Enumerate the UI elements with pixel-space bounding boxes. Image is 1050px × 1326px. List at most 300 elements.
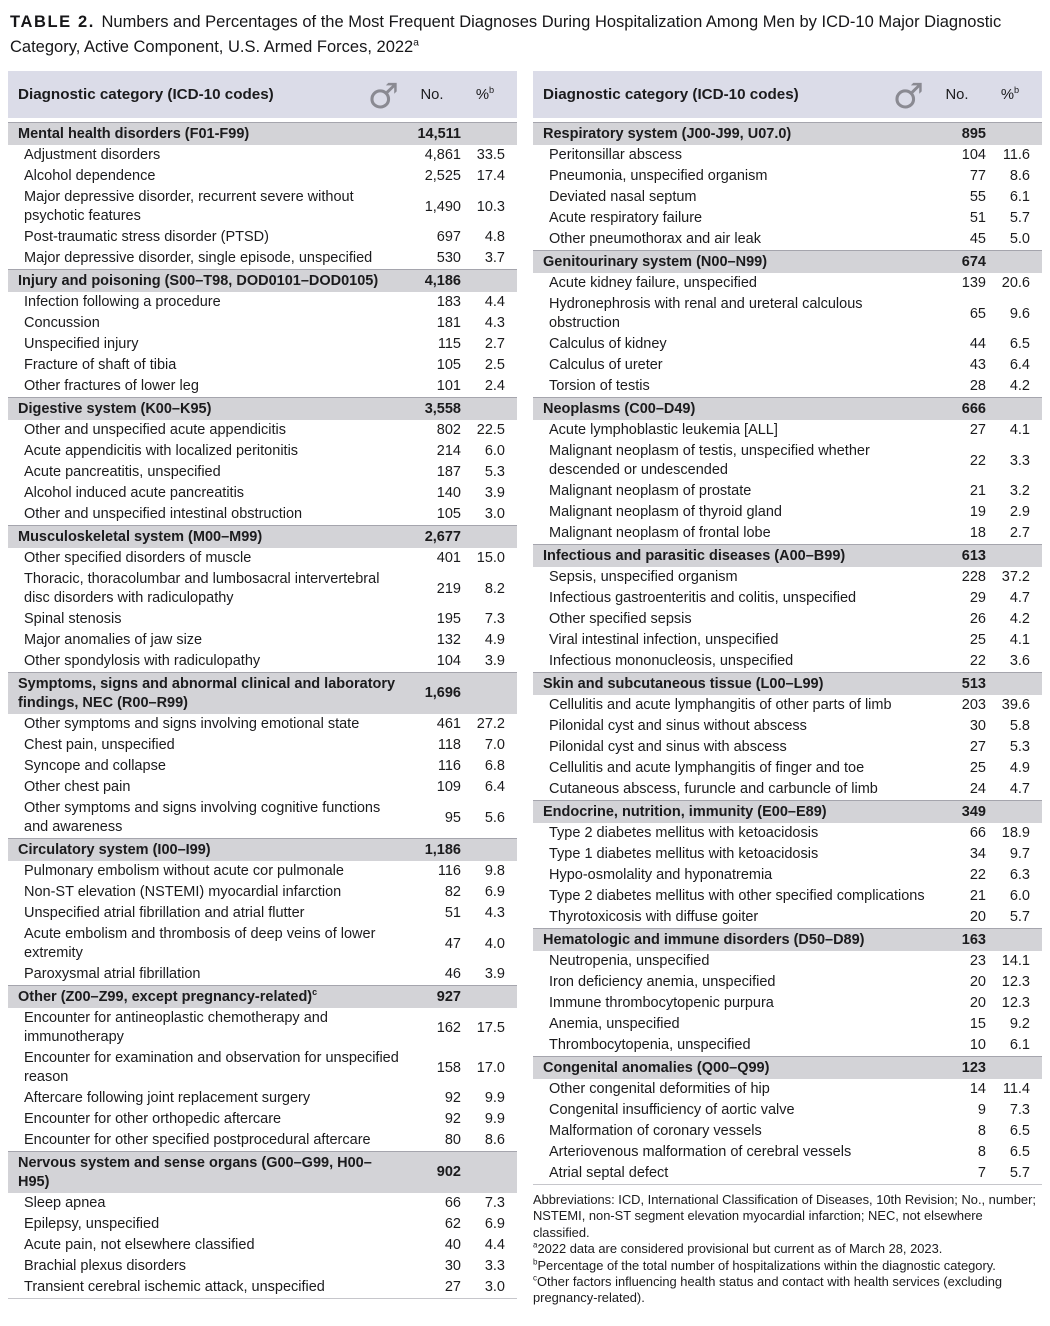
diagnosis-percent: 6.4 bbox=[1009, 357, 1030, 373]
diagnosis-count: 23 bbox=[969, 953, 986, 969]
diagnosis-name: Thoracic, thoracolumbar and lumbosacral intervertebral disc disorders with radiculopathy bbox=[24, 571, 380, 606]
diagnosis-percent: 3.3 bbox=[1009, 452, 1030, 469]
diagnosis-percent: 3.9 bbox=[484, 966, 505, 982]
category-row bbox=[8, 1151, 517, 1193]
diagnosis-row bbox=[533, 145, 1042, 166]
diagnosis-percent: 5.3 bbox=[1009, 739, 1030, 755]
diagnosis-name: Other symptoms and signs involving emotional state bbox=[24, 716, 360, 732]
diagnosis-count: 30 bbox=[969, 718, 986, 734]
diagnosis-count: 7 bbox=[977, 1165, 986, 1181]
diagnosis-percent: 4.2 bbox=[1009, 611, 1030, 627]
percent-sign: % bbox=[1000, 86, 1015, 103]
diagnosis-row bbox=[8, 735, 517, 756]
table-title bbox=[10, 10, 1040, 60]
diagnosis-row bbox=[8, 1277, 517, 1298]
footnote-marker: b bbox=[533, 1257, 538, 1267]
diagnosis-name: Peritonsillar abscess bbox=[549, 147, 682, 163]
diagnosis-row bbox=[8, 1048, 517, 1088]
diagnosis-percent: 6.9 bbox=[484, 1216, 505, 1232]
diagnosis-count: 66 bbox=[444, 1195, 461, 1211]
diagnosis-row bbox=[533, 1035, 1042, 1056]
diagnosis-name: Type 2 diabetes mellitus with other specified complications bbox=[549, 888, 925, 904]
diagnosis-row bbox=[8, 145, 517, 166]
diagnosis-percent: 3.0 bbox=[484, 506, 505, 522]
diagnosis-percent: 37.2 bbox=[1001, 569, 1030, 585]
diagnosis-count: 45 bbox=[969, 231, 986, 247]
diagnosis-percent: 8.6 bbox=[1009, 168, 1030, 184]
category-name: Hematologic and immune disorders (D50–D89) bbox=[543, 931, 865, 948]
diagnosis-row bbox=[8, 1235, 517, 1256]
diagnosis-count: 183 bbox=[436, 294, 461, 310]
diagnosis-percent: 5.7 bbox=[1009, 210, 1030, 226]
diagnosis-count: 162 bbox=[436, 1019, 461, 1036]
diagnosis-percent: 2.4 bbox=[484, 378, 505, 394]
diagnosis-count: 18 bbox=[969, 525, 986, 541]
diagnosis-percent: 5.7 bbox=[1009, 909, 1030, 925]
diagnosis-row bbox=[8, 548, 517, 569]
diagnosis-name: Other specified disorders of muscle bbox=[24, 550, 252, 566]
diagnosis-percent: 6.5 bbox=[1009, 1123, 1030, 1139]
diagnosis-percent: 7.3 bbox=[484, 611, 505, 627]
diagnosis-row bbox=[8, 903, 517, 924]
category-total: 14,511 bbox=[417, 125, 461, 142]
diagnosis-count: 26 bbox=[969, 611, 986, 627]
left-column bbox=[8, 71, 517, 1299]
diagnosis-count: 228 bbox=[961, 569, 986, 585]
diagnosis-row bbox=[8, 334, 517, 355]
diagnosis-count: 15 bbox=[969, 1016, 986, 1032]
diagnosis-name: Acute lymphoblastic leukemia [ALL] bbox=[549, 422, 778, 438]
diagnosis-count: 62 bbox=[444, 1216, 461, 1232]
diagnosis-row bbox=[8, 1193, 517, 1214]
diagnosis-name: Post-traumatic stress disorder (PTSD) bbox=[24, 229, 269, 245]
diagnosis-count: 65 bbox=[969, 305, 986, 322]
diagnosis-name: Neutropenia, unspecified bbox=[549, 953, 710, 969]
diagnosis-count: 203 bbox=[961, 697, 986, 713]
diagnosis-count: 19 bbox=[969, 504, 986, 520]
category-row bbox=[8, 672, 517, 714]
category-row bbox=[8, 838, 517, 861]
diagnosis-row bbox=[8, 1088, 517, 1109]
diagnosis-row bbox=[533, 695, 1042, 716]
diagnosis-percent: 6.9 bbox=[484, 884, 505, 900]
header-percent-label bbox=[461, 84, 517, 103]
diagnosis-name: Calculus of ureter bbox=[549, 357, 663, 373]
diagnosis-row bbox=[8, 798, 517, 838]
category-name: Musculoskeletal system (M00–M99) bbox=[18, 528, 263, 545]
diagnosis-percent: 2.7 bbox=[1009, 525, 1030, 541]
diagnosis-percent: 4.1 bbox=[1009, 422, 1030, 438]
footnote-note: $^b$Percentage of the total number of hospitalizations within the diagnostic category. bbox=[533, 1257, 996, 1273]
diagnosis-name: Non-ST elevation (NSTEMI) myocardial infarction bbox=[24, 884, 342, 900]
diagnosis-row bbox=[8, 882, 517, 903]
diagnosis-name: Other and unspecified intestinal obstruction bbox=[24, 506, 303, 522]
diagnosis-count: 21 bbox=[969, 483, 986, 499]
diagnosis-name: Infectious gastroenteritis and colitis, unspecified bbox=[549, 590, 857, 606]
diagnosis-count: 2,525 bbox=[424, 168, 461, 184]
diagnosis-name: Sepsis, unspecified organism bbox=[549, 569, 738, 585]
diagnosis-row bbox=[8, 292, 517, 313]
diagnosis-count: 10 bbox=[969, 1037, 986, 1053]
diagnosis-name: Cutaneous abscess, furuncle and carbuncle of limb bbox=[549, 781, 878, 797]
diagnosis-count: 24 bbox=[969, 781, 986, 797]
diagnosis-name: Torsion of testis bbox=[549, 378, 650, 394]
diagnosis-count: 115 bbox=[437, 336, 461, 352]
category-row bbox=[533, 397, 1042, 420]
diagnosis-percent: 20.6 bbox=[1001, 275, 1030, 291]
diagnosis-count: 20 bbox=[969, 909, 986, 925]
category-row bbox=[8, 122, 517, 145]
diagnosis-name: Acute kidney failure, unspecified bbox=[549, 275, 757, 291]
category-total: 666 bbox=[961, 400, 986, 417]
diagnosis-count: 9 bbox=[977, 1102, 986, 1118]
diagnosis-row bbox=[8, 420, 517, 441]
diagnosis-percent: 9.6 bbox=[1009, 305, 1030, 322]
diagnosis-count: 1,490 bbox=[424, 198, 461, 215]
diagnosis-percent: 8.2 bbox=[484, 580, 505, 597]
diagnosis-percent: 4.7 bbox=[1009, 781, 1030, 797]
diagnosis-name: Other pneumothorax and air leak bbox=[549, 231, 761, 247]
diagnosis-row bbox=[8, 504, 517, 525]
diagnosis-row bbox=[8, 630, 517, 651]
diagnosis-percent: 2.7 bbox=[484, 336, 505, 352]
category-name: Other (Z00–Z99, except pregnancy-related)$^c$ bbox=[18, 986, 318, 1005]
diagnosis-percent: 12.3 bbox=[1001, 974, 1030, 990]
diagnosis-count: 140 bbox=[436, 485, 461, 501]
title-footnote-marker: a bbox=[413, 37, 419, 49]
diagnosis-name: Pulmonary embolism without acute cor pulmonale bbox=[24, 863, 344, 879]
diagnosis-count: 158 bbox=[436, 1059, 461, 1076]
diagnosis-percent: 11.4 bbox=[1002, 1081, 1030, 1097]
category-row bbox=[8, 525, 517, 548]
diagnosis-row bbox=[8, 355, 517, 376]
diagnosis-name: Brachial plexus disorders bbox=[24, 1258, 186, 1274]
diagnosis-count: 47 bbox=[444, 935, 461, 952]
diagnosis-percent: 5.7 bbox=[1009, 1165, 1030, 1181]
diagnosis-name: Anemia, unspecified bbox=[549, 1016, 680, 1032]
diagnosis-percent: 6.4 bbox=[484, 779, 505, 795]
diagnosis-count: 51 bbox=[969, 210, 986, 226]
category-total: 1,696 bbox=[424, 685, 461, 701]
diagnosis-percent: 3.7 bbox=[484, 250, 505, 266]
header-category-label: Diagnostic category (ICD-10 codes) bbox=[543, 86, 799, 103]
diagnosis-count: 22 bbox=[969, 452, 986, 469]
diagnosis-row bbox=[533, 630, 1042, 651]
right-column bbox=[533, 71, 1042, 1307]
category-name: Neoplasms (C00–D49) bbox=[543, 400, 696, 417]
diagnosis-percent: 7.3 bbox=[1009, 1102, 1030, 1118]
diagnosis-row bbox=[533, 567, 1042, 588]
diagnosis-name: Thrombocytopenia, unspecified bbox=[549, 1037, 751, 1053]
diagnosis-count: 28 bbox=[969, 378, 986, 394]
diagnosis-name: Pneumonia, unspecified organism bbox=[549, 168, 768, 184]
category-row bbox=[533, 800, 1042, 823]
diagnosis-name: Spinal stenosis bbox=[24, 611, 122, 627]
diagnosis-name: Pilonidal cyst and sinus without abscess bbox=[549, 718, 807, 734]
diagnosis-count: 214 bbox=[436, 443, 461, 459]
category-name: Congenital anomalies (Q00–Q99) bbox=[543, 1059, 770, 1076]
diagnosis-count: 30 bbox=[444, 1258, 461, 1274]
diagnosis-count: 29 bbox=[969, 590, 986, 606]
diagnosis-count: 105 bbox=[436, 506, 461, 522]
category-total: 674 bbox=[961, 253, 986, 270]
diagnosis-percent: 6.5 bbox=[1009, 336, 1030, 352]
diagnosis-row bbox=[533, 737, 1042, 758]
category-total: 163 bbox=[961, 931, 986, 948]
diagnosis-count: 27 bbox=[969, 739, 986, 755]
diagnosis-name: Concussion bbox=[24, 315, 100, 331]
diagnosis-name: Encounter for other orthopedic aftercare bbox=[24, 1111, 282, 1127]
diagnosis-count: 20 bbox=[969, 974, 986, 990]
diagnosis-name: Encounter for examination and observation for unspecified reason bbox=[24, 1050, 399, 1085]
diagnosis-percent: 6.5 bbox=[1009, 1144, 1030, 1160]
diagnosis-percent: 4.4 bbox=[484, 294, 505, 310]
category-name: Infectious and parasitic diseases (A00–B99) bbox=[543, 547, 846, 564]
category-total: 1,186 bbox=[424, 841, 461, 858]
diagnosis-count: 21 bbox=[969, 888, 986, 904]
diagnosis-name: Calculus of kidney bbox=[549, 336, 667, 352]
diagnosis-percent: 17.4 bbox=[476, 168, 505, 184]
diagnosis-percent: 12.3 bbox=[1001, 995, 1030, 1011]
diagnosis-name: Encounter for other specified postprocedural aftercare bbox=[24, 1132, 371, 1148]
diagnosis-row bbox=[8, 227, 517, 248]
diagnosis-name: Type 1 diabetes mellitus with ketoacidosis bbox=[549, 846, 819, 862]
diagnosis-name: Infection following a procedure bbox=[24, 294, 221, 310]
category-name: Circulatory system (I00–I99) bbox=[18, 841, 211, 858]
category-total: 123 bbox=[961, 1059, 986, 1076]
diagnosis-name: Major depressive disorder, recurrent severe without psychotic features bbox=[24, 189, 354, 224]
diagnosis-name: Encounter for antineoplastic chemotherapy and immunotherapy bbox=[24, 1010, 328, 1045]
diagnosis-row bbox=[533, 1163, 1042, 1184]
diagnosis-row bbox=[533, 334, 1042, 355]
diagnosis-percent: 4.3 bbox=[484, 905, 505, 921]
category-name: Respiratory system (J00-J99, U07.0) bbox=[543, 125, 792, 142]
diagnosis-name: Fracture of shaft of tibia bbox=[24, 357, 177, 373]
diagnosis-count: 82 bbox=[444, 884, 461, 900]
diagnosis-name: Acute embolism and thrombosis of deep veins of lower extremity bbox=[24, 926, 376, 961]
diagnosis-row bbox=[533, 823, 1042, 844]
footnote-marker: c bbox=[533, 1273, 537, 1283]
diagnosis-percent: 5.8 bbox=[1009, 718, 1030, 734]
diagnosis-row bbox=[533, 502, 1042, 523]
diagnosis-row bbox=[8, 166, 517, 187]
table-number-label: TABLE 2. bbox=[10, 13, 95, 31]
diagnosis-name: Acute pancreatitis, unspecified bbox=[24, 464, 221, 480]
diagnosis-name: Aftercare following joint replacement surgery bbox=[24, 1090, 311, 1106]
diagnosis-percent: 7.3 bbox=[484, 1195, 505, 1211]
diagnosis-row bbox=[8, 924, 517, 964]
diagnosis-count: 44 bbox=[969, 336, 986, 352]
diagnosis-name: Cellulitis and acute lymphangitis of finger and toe bbox=[549, 760, 865, 776]
diagnosis-name: Alcohol induced acute pancreatitis bbox=[24, 485, 245, 501]
diagnosis-row bbox=[533, 273, 1042, 294]
diagnosis-row bbox=[533, 907, 1042, 928]
diagnosis-row bbox=[8, 462, 517, 483]
category-row bbox=[533, 928, 1042, 951]
diagnosis-row bbox=[533, 779, 1042, 800]
diagnosis-name: Congenital insufficiency of aortic valve bbox=[549, 1102, 795, 1118]
diagnosis-row bbox=[533, 294, 1042, 334]
diagnosis-count: 461 bbox=[436, 716, 461, 732]
diagnosis-row bbox=[533, 229, 1042, 250]
diagnosis-name: Transient cerebral ischemic attack, unspecified bbox=[24, 1279, 325, 1295]
diagnosis-percent: 6.0 bbox=[484, 443, 505, 459]
diagnosis-percent: 4.2 bbox=[1009, 378, 1030, 394]
diagnosis-percent: 5.3 bbox=[484, 464, 505, 480]
diagnosis-name: Atrial septal defect bbox=[549, 1165, 669, 1181]
diagnosis-percent: 17.0 bbox=[476, 1059, 505, 1076]
category-name: Mental health disorders (F01-F99) bbox=[18, 125, 250, 142]
diagnosis-row bbox=[533, 166, 1042, 187]
diagnosis-name: Malignant neoplasm of testis, unspecified whether descended or undescended bbox=[549, 443, 870, 478]
diagnosis-percent: 6.3 bbox=[1009, 867, 1030, 883]
diagnosis-row bbox=[533, 758, 1042, 779]
diagnosis-percent: 9.9 bbox=[484, 1111, 505, 1127]
diagnosis-name: Other spondylosis with radiculopathy bbox=[24, 653, 261, 669]
diagnosis-percent: 6.1 bbox=[1009, 189, 1030, 205]
diagnosis-percent: 3.9 bbox=[484, 485, 505, 501]
diagnosis-row bbox=[533, 651, 1042, 672]
diagnosis-row bbox=[533, 716, 1042, 737]
diagnosis-percent: 4.1 bbox=[1009, 632, 1030, 648]
diagnosis-percent: 15.0 bbox=[476, 550, 505, 566]
diagnosis-count: 77 bbox=[969, 168, 986, 184]
diagnosis-row bbox=[533, 187, 1042, 208]
diagnosis-name: Sleep apnea bbox=[24, 1195, 106, 1211]
diagnosis-row bbox=[8, 248, 517, 269]
diagnosis-count: 104 bbox=[961, 147, 986, 163]
diagnosis-percent: 3.6 bbox=[1009, 653, 1030, 669]
percent-footnote-marker: b bbox=[489, 84, 495, 95]
diagnosis-percent: 9.8 bbox=[484, 863, 505, 879]
category-total: 3,558 bbox=[424, 400, 461, 417]
diagnosis-name: Unspecified atrial fibrillation and atrial flutter bbox=[24, 905, 305, 921]
table-header bbox=[8, 71, 517, 118]
diagnosis-row bbox=[533, 993, 1042, 1014]
diagnosis-name: Other congenital deformities of hip bbox=[549, 1081, 770, 1097]
category-name: Digestive system (K00–K95) bbox=[18, 400, 212, 417]
diagnosis-percent: 10.3 bbox=[476, 198, 505, 215]
diagnosis-name: Major anomalies of jaw size bbox=[24, 632, 203, 648]
diagnosis-row bbox=[8, 313, 517, 334]
diagnosis-count: 8 bbox=[977, 1144, 986, 1160]
category-name: Endocrine, nutrition, immunity (E00–E89) bbox=[543, 803, 827, 820]
category-total: 349 bbox=[961, 803, 986, 820]
diagnosis-count: 14 bbox=[969, 1081, 986, 1097]
diagnosis-count: 25 bbox=[969, 760, 986, 776]
diagnosis-name: Cellulitis and acute lymphangitis of other parts of limb bbox=[549, 697, 892, 713]
diagnosis-percent: 17.5 bbox=[476, 1019, 505, 1036]
percent-footnote-marker: b bbox=[1014, 84, 1020, 95]
category-footnote-marker: c bbox=[312, 986, 318, 997]
diagnosis-name: Malignant neoplasm of prostate bbox=[549, 483, 752, 499]
header-category-label: Diagnostic category (ICD-10 codes) bbox=[18, 86, 274, 103]
diagnosis-row bbox=[8, 964, 517, 985]
column-body bbox=[533, 122, 1042, 1185]
category-row bbox=[533, 544, 1042, 567]
diagnosis-count: 25 bbox=[969, 632, 986, 648]
category-row bbox=[8, 985, 517, 1008]
diagnosis-count: 195 bbox=[436, 611, 461, 627]
diagnosis-count: 219 bbox=[436, 580, 461, 597]
diagnosis-count: 530 bbox=[436, 250, 461, 266]
diagnosis-row bbox=[533, 1142, 1042, 1163]
category-name: Symptoms, signs and abnormal clinical and laboratory findings, NEC (R00–R99) bbox=[18, 675, 396, 711]
diagnosis-percent: 27.2 bbox=[476, 716, 505, 732]
diagnosis-count: 80 bbox=[444, 1132, 461, 1148]
diagnosis-row bbox=[8, 1214, 517, 1235]
diagnosis-percent: 5.0 bbox=[1009, 231, 1030, 247]
header-percent-label bbox=[986, 84, 1042, 103]
diagnosis-count: 51 bbox=[444, 905, 461, 921]
header-no-label: No. bbox=[420, 86, 444, 103]
header-no-label: No. bbox=[945, 86, 969, 103]
diagnosis-count: 802 bbox=[436, 422, 461, 438]
diagnosis-count: 55 bbox=[969, 189, 986, 205]
diagnosis-percent: 39.6 bbox=[1001, 697, 1030, 713]
footnote-note: $^c$Other factors influencing health status and contact with health services (excluding pregnancy-related). bbox=[533, 1273, 1003, 1306]
diagnosis-row bbox=[533, 1079, 1042, 1100]
category-total: 513 bbox=[961, 675, 986, 692]
diagnosis-name: Major depressive disorder, single episode, unspecified bbox=[24, 250, 373, 266]
diagnosis-percent: 9.2 bbox=[1009, 1016, 1030, 1032]
diagnosis-percent: 4.8 bbox=[484, 229, 505, 245]
diagnosis-count: 95 bbox=[444, 809, 461, 826]
diagnosis-count: 181 bbox=[436, 315, 461, 331]
table-header bbox=[533, 71, 1042, 118]
diagnosis-row bbox=[8, 651, 517, 672]
diagnosis-count: 109 bbox=[436, 779, 461, 795]
diagnosis-row bbox=[533, 420, 1042, 441]
diagnosis-name: Other chest pain bbox=[24, 779, 131, 795]
diagnosis-name: Epilepsy, unspecified bbox=[24, 1216, 160, 1232]
diagnosis-row bbox=[533, 951, 1042, 972]
diagnosis-percent: 6.0 bbox=[1009, 888, 1030, 904]
diagnosis-name: Viral intestinal infection, unspecified bbox=[549, 632, 779, 648]
diagnosis-count: 40 bbox=[444, 1237, 461, 1253]
diagnosis-name: Acute appendicitis with localized peritonitis bbox=[24, 443, 299, 459]
diagnosis-count: 22 bbox=[969, 867, 986, 883]
diagnosis-row bbox=[533, 844, 1042, 865]
category-row bbox=[8, 269, 517, 292]
diagnosis-percent: 9.7 bbox=[1009, 846, 1030, 862]
diagnosis-percent: 7.0 bbox=[484, 737, 505, 753]
diagnoses-table bbox=[8, 71, 1042, 1307]
diagnosis-count: 27 bbox=[969, 422, 986, 438]
header-diagnostic-category: Diagnostic category (ICD-10 codes) ♂ bbox=[18, 76, 399, 117]
diagnosis-percent: 4.4 bbox=[484, 1237, 505, 1253]
diagnosis-row bbox=[533, 1100, 1042, 1121]
diagnosis-row bbox=[533, 481, 1042, 502]
diagnosis-count: 697 bbox=[436, 229, 461, 245]
diagnosis-count: 132 bbox=[436, 632, 461, 648]
diagnosis-count: 118 bbox=[437, 737, 461, 753]
diagnosis-count: 4,861 bbox=[424, 147, 461, 163]
diagnosis-row bbox=[8, 376, 517, 397]
diagnosis-name: Alcohol dependence bbox=[24, 168, 156, 184]
category-total: 927 bbox=[436, 988, 461, 1005]
diagnosis-percent: 6.8 bbox=[484, 758, 505, 774]
diagnosis-row bbox=[533, 376, 1042, 397]
diagnosis-percent: 4.7 bbox=[1009, 590, 1030, 606]
diagnosis-percent: 2.9 bbox=[1009, 504, 1030, 520]
footnotes bbox=[533, 1192, 1042, 1307]
diagnosis-count: 104 bbox=[436, 653, 461, 669]
diagnosis-name: Arteriovenous malformation of cerebral vessels bbox=[549, 1144, 852, 1160]
diagnosis-row bbox=[8, 714, 517, 735]
diagnosis-percent: 18.9 bbox=[1001, 825, 1030, 841]
diagnosis-count: 66 bbox=[969, 825, 986, 841]
